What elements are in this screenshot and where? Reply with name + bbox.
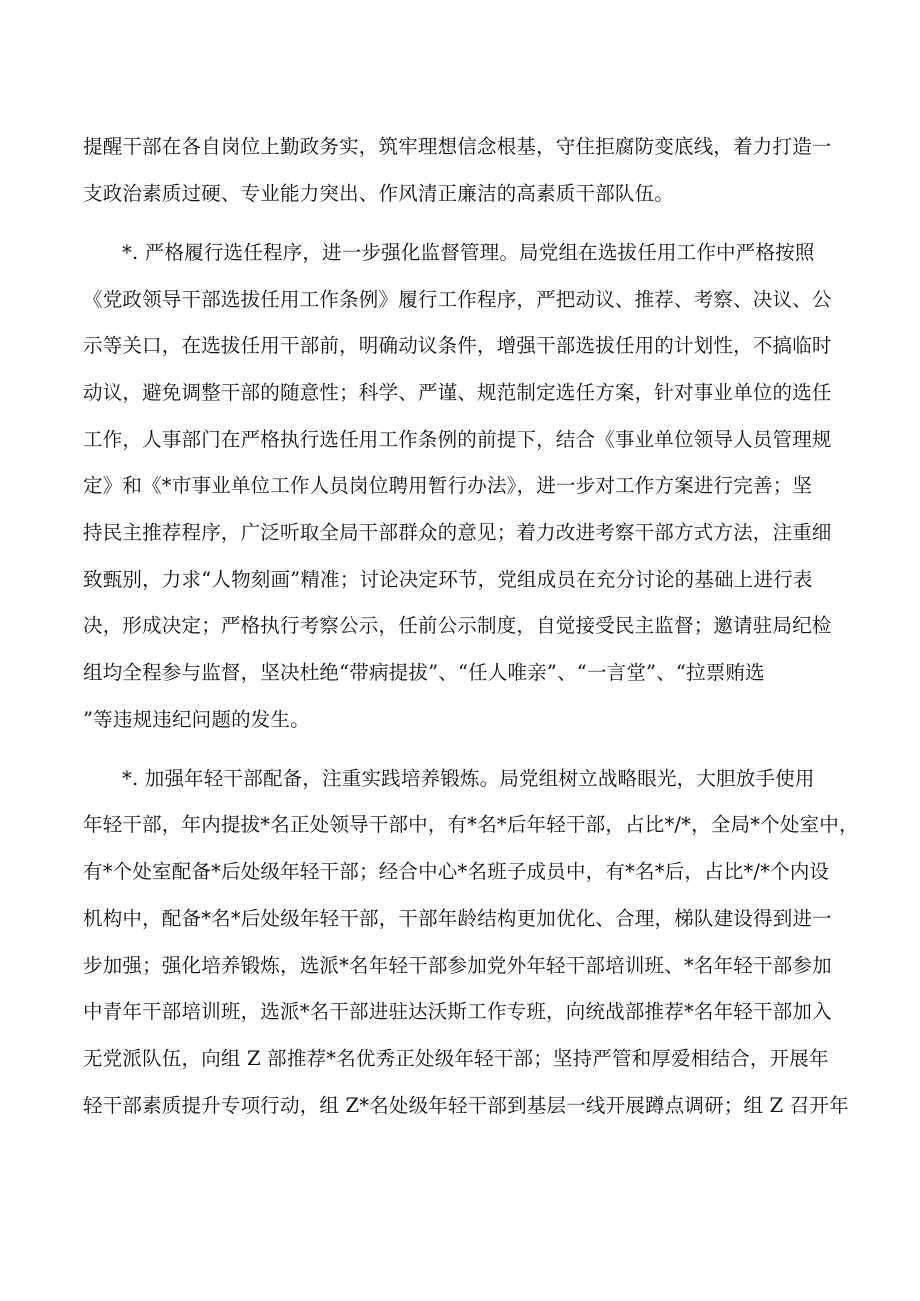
paragraph-2-line-7: 持民主推荐程序，广泛听取全局干部群众的意见；着力改进考察干部方式方法，注重细 xyxy=(83,521,832,544)
paragraph-2-line-10: 组均全程参与监督，坚决杜绝“带病提拔”、“任人唯亲”、“一言堂”、“拉票贿选 xyxy=(83,661,765,684)
paragraph-2-line-11: ”等违规违纪问题的发生。 xyxy=(83,708,310,731)
paragraph-3-line-4: 机构中，配备*名*后处级年轻干部，干部年龄结构更加优化、合理，梯队建设得到进一 xyxy=(83,907,832,930)
paragraph-2-line-6: 定》和《*市事业单位工作人员岗位聘用暂行办法》，进一步对工作方案进行完善；坚 xyxy=(83,474,813,497)
paragraph-2-line-5: 工作，人事部门在严格执行选任用工作条例的前提下，结合《事业单位领导人员管理规 xyxy=(83,428,832,451)
paragraph-3-line-5: 步加强；强化培养锻炼，选派*名年轻干部参加党外年轻干部培训班、*名年轻干部参加 xyxy=(83,954,832,977)
paragraph-3-line-2: 年轻干部，年内提拔*名正处领导干部中，有*名*后年轻干部，占比*/*，全局*个处室中， xyxy=(83,813,859,836)
paragraph-2-line-9: 决，形成决定；严格执行考察公示，任前公示制度，自觉接受民主监督；邀请驻局纪检 xyxy=(83,614,832,637)
paragraph-3-line-3: 有*个处室配备*后处级年轻干部；经合中心*名班子成员中，有*名*后，占比*/*个内设 xyxy=(83,860,830,883)
paragraph-3-line-8: 轻干部素质提升专项行动，组 Z*名处级年轻干部到基层一线开展蹲点调研；组 Z 召开年 xyxy=(83,1094,849,1117)
paragraph-1-line-1: 提醒干部在各自岗位上勤政务实，筑牢理想信念根基，守住拒腐防变底线，着力打造一 xyxy=(83,135,832,158)
paragraph-2-line-3: 示等关口，在选拔任用干部前，明确动议条件，增强干部选拔任用的计划性，不搞临时 xyxy=(83,334,832,357)
paragraph-3-line-6: 中青年干部培训班，选派*名干部进驻达沃斯工作专班，向统战部推荐*名年轻干部加入 xyxy=(83,1000,832,1023)
paragraph-2-line-4: 动议，避免调整干部的随意性；科学、严谨、规范制定选任方案，针对事业单位的选任 xyxy=(83,381,832,404)
paragraph-3-line-7: 无党派队伍，向组 Z 部推荐*名优秀正处级年轻干部；坚持严管和厚爱相结合，开展年 xyxy=(83,1047,829,1070)
paragraph-2-line-8: 致甄别，力求“人物刻画”精准；讨论决定环节，党组成员在充分讨论的基础上进行表 xyxy=(83,568,813,591)
paragraph-2-line-1: *. 严格履行选任程序，进一步强化监督管理。局党组在选拔任用工作中严格按照 xyxy=(122,241,815,264)
paragraph-3-line-1: *. 加强年轻干部配备，注重实践培养锻炼。局党组树立战略眼光，大胆放手使用 xyxy=(122,767,815,790)
paragraph-2-line-2: 《党政领导干部选拔任用工作条例》履行工作程序，严把动议、推荐、考察、决议、公 xyxy=(83,288,832,311)
paragraph-1-line-2: 支政治素质过硬、专业能力突出、作风清正廉洁的高素质干部队伍。 xyxy=(83,182,675,205)
